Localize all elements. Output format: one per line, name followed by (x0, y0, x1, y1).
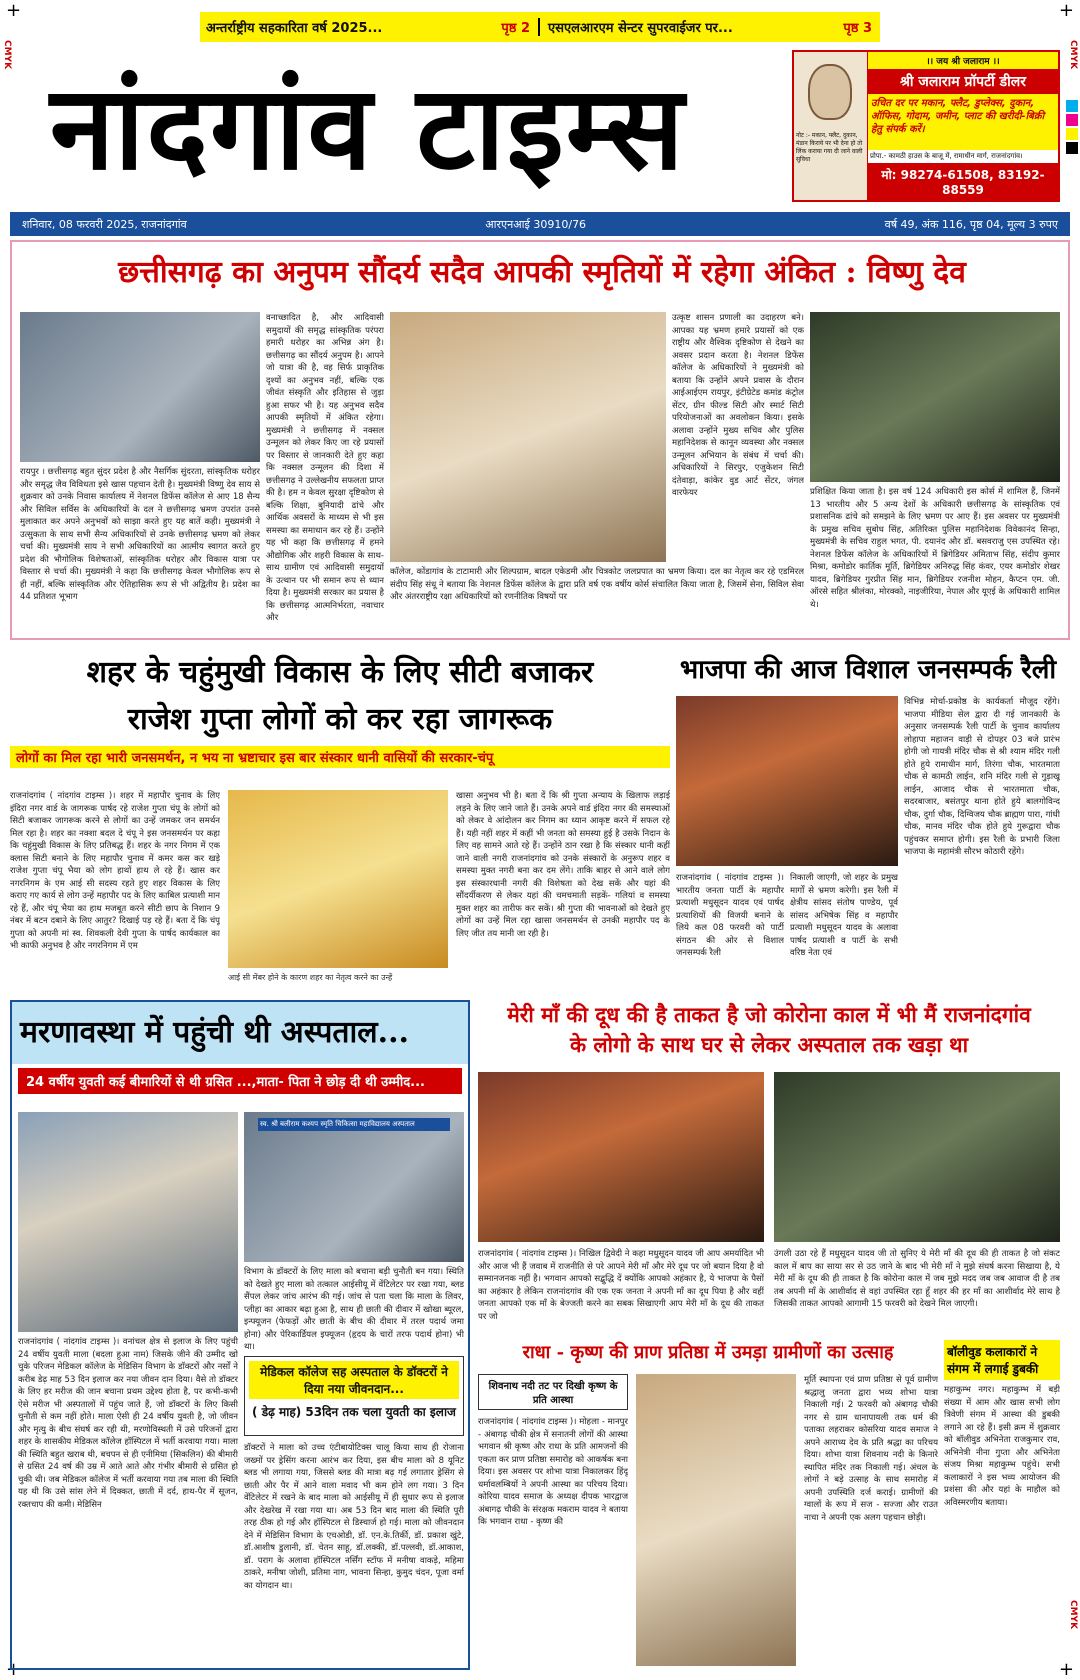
crop-mark: + (1058, 0, 1074, 21)
story-bollywood-headline[interactable]: बॉलीवुड कलाकारों ने संगम में लगाई डुबकी (944, 1340, 1060, 1380)
ad-phone[interactable]: मो: 98274-61508, 83192-88559 (868, 163, 1058, 200)
story-hospital-yellow2: ( डेढ़ माह) 53दिन तक चला युवती का इलाज (252, 1405, 456, 1419)
patient-photo (18, 1112, 238, 1332)
story-cm-col3: उत्कृष्ट शासन प्रणाली का उदाहरण बने। आपका यह भ्रमण हमारे प्रयासों को एक राष्ट्रीय और वैश्विक दृष्टिकोण से देखने का अवसर प्रदान करता है। नेशनल डिफेंस कॉलेज के अधिकारियों ने मुख्यमंत्री को बताया कि उन्होंने अपने प्रवास के दौरान आईआईएम रायपुर, इंटीग्रेटेड कमांड कंट्रोल सेंटर, ग्रीन फील्ड सिटी और स्मार्ट सिटी परियोजनाओं का अवलोकन किया। इसके अलावा उन्होंने मुख्य सचिव और पुलिस महानिदेशक से कानून व्यवस्था और नक्सल उन्मूलन अभियान के संबंध में चर्चा की। अधिकारियों ने सिरपुर, एजुकेशन सिटी दंतेवाड़ा, कांकेर वुड आर्ट सेंटर, जंगल वारफेयर (672, 313, 804, 498)
crop-mark: + (6, 0, 22, 21)
story-hospital-yellow (244, 1356, 464, 1436)
idol-photo (636, 1374, 796, 1666)
teaser-left-page: पृष्ठ 2 (501, 21, 530, 36)
crowd-photo (774, 1072, 1060, 1242)
story-mother-headline1[interactable]: मेरी माँ की दूध की है ताकत है जो कोरोना काल में भी मैं राजनांदगांव (507, 1002, 1031, 1027)
story-hospital-headline[interactable]: मरणावस्था में पहुंची थी अस्पताल... (20, 1015, 409, 1050)
ad-address: प्रोपा.- कामठी हाउस के बाजू में, रामाधीन मार्ग, राजनांदगांव। (868, 150, 1058, 163)
group-photo (810, 312, 1060, 482)
story-hospital-yellow1: मेडिकल कॉलेज सह अस्पताल के डॉक्टरों ने दिया नया जीवनदान... (249, 1361, 459, 1399)
story-bollywood-col1: महाकुम्भ नगर। महाकुम्भ में बड़ी संख्या में आम और खास सभी लोग त्रिवेणी संगम में आस्था की डुबकी लगाने आ रहे हैं। इसी क्रम में शुक्रवार को बॉलीवुड अभिनेता राजकुमार राव, अभिनेत्री नीना गुप्ता और अभिनेता संजय मिश्रा महाकुम्भ पहुंचे। सभी कलाकारों ने इस भव्य आयोजन की प्रशंसा की और यहां के माहौल को अविस्मरणीय बताया। (944, 1385, 1060, 1508)
story-gupta-col1: राजनांदगांव ( नांदगांव टाइम्स )। शहर में महापौर चुनाव के लिए इंदिरा नगर वार्ड के जागरूक पार्षद रहे राजेश गुप्ता चंपू के लोगों को सिटी बजाकर जागरूक करने से लोगों का उन्हें जमकर जन समर्थन मिल रहा है। शहर का नक्शा बदल दे चंपू ने इस जनसमर्थन पर कहा कि चहुंमुखी विकास के लिए प्रतिबद्ध हैं। शहर के नगर निगम में एक क्लास सिटी बनाने के लिए महापौर चुनाव में कमर कस कर खड़े राजेश गुप्ता चंपू भैया को लोग हाथों हाथ ले रहे हैं। खास कर नगरनिगम के एम आई सी सदस्य रहते हुए शहर विकास के लिए कराए गए कार्य से लोग उन्हें महापौर पद के लिए काबिल प्रत्याशी मान रहे हैं, और चंपू भैया का हाथ मजबूत करने सीटी छाप के निशान 9 नंबर में बटन दबाने के लिए आतुर? दिखाई पड़ रहे हैं। बता दें कि चंपू गुप्ता को अपनी मां स्व. शिवकली देवी गुप्ता के पार्षद कार्यकाल का भी काफी अनुभव है और नगरनिगम में एम (10, 791, 220, 951)
dateline (10, 212, 1070, 236)
crop-mark: + (6, 1659, 22, 1680)
crop-mark: + (1058, 1659, 1074, 1680)
story-bjp-col2: निकाली जाएगी, जो शहर के प्रमुख मार्गों से भ्रमण करेगी। इस रैली में क्षेत्रीय सांसद संतोष पाण्डेय, पूर्व सांसद अभिषेक सिंह व महापौर प्रत्याशी मधुसूदन यादव के अलावा पार्षद प्रत्याशी व पार्टी के सभी वरिष्ठ नेता एवं (790, 873, 898, 958)
color-swatch (1066, 142, 1078, 154)
story-cm-col2: वनाच्छादित है, और आदिवासी समुदायों की समृद्ध सांस्कृतिक परंपरा हमारी धरोहर का अभिन्न अंग है। छत्तीसगढ़ का सौंदर्य अनुपम है। आपने जो यात्रा की है, वह सिर्फ प्राकृतिक दृश्यों का अनुभव नहीं, बल्कि एक जीवंत संस्कृति और इतिहास से जुड़ा हुआ सफर भी है। यह अनुभव सदैव आपकी स्मृतियों में अंकित रहेगा। मुख्यमंत्री ने छत्तीसगढ़ में नक्सल उन्मूलन को लेकर किए जा रहे प्रयासों पर विस्तार से जानकारी देते हुए कहा कि नक्सल उन्मूलन की दिशा में छत्तीसगढ़ ने उल्लेखनीय सफलता प्राप्त की है। हम न केवल सुरक्षा दृष्टिकोण से बल्कि शिक्षा, बुनियादी ढांचे और आर्थिक अवसरों के माध्यम से भी इस समस्या का समाधान कर रहे हैं। उन्होंने यह भी कहा कि छत्तीसगढ़ में हमने औद्योगिक और शहरी विकास के साथ-साथ ग्रामीण एवं आदिवासी समुदायों के उत्थान पर भी समान रूप से ध्यान दिया है। मुख्यमंत्री सरकार का प्रयास है कि छत्तीसगढ़ आत्मनिर्भरता, नवाचार और (266, 313, 384, 623)
story-hospital-col2: विभाग के डॉक्टरों के लिए माला को बचाना बड़ी चुनौती बन गया। स्थिति को देखते हुए माला को तत्काल आईसीयू में वेंटिलेटर पर रखा गया, ब्लड सैंपल लेकर जांच आरंभ की गई। जांच से पता चला कि माला के लिवर, प्लीहा का आकार बढ़ा हुआ है, साथ ही छाती की दीवार में खोखा ब्यूरल, इन्फ्यूजन (फेफड़ों और छाती के बीच की दीवार में तरल पदार्थ जमा होना) और पेरिकार्डियल इफ्यूजन (हृदय के चारों तरफ पदार्थ होना) भी था। (244, 1267, 464, 1352)
hospital-sign: स्व. श्री बलीराम कश्यप स्मृति चिकित्सा महाविद्यालय अस्पताल (258, 1118, 450, 1131)
story-radha-headline[interactable]: राधा - कृष्ण की प्राण प्रतिष्ठा में उमड़ा ग्रामीणों का उत्साह (522, 1342, 894, 1363)
issue-info: वर्ष 49, अंक 116, पृष्ठ 04, मूल्य 3 रुपए (884, 217, 1058, 231)
story-radha-sub: शिवनाथ नदी तट पर दिखी कृष्ण के प्रति आस्था (478, 1374, 628, 1410)
story-gupta-subhead: लोगों का मिल रहा भारी जनसमर्थन, न भय ना भ्रष्टाचार इस बार संस्कार धानी वासियों की सरकार-चंपू (10, 746, 670, 768)
story-mother-headline2[interactable]: के लोगो के साथ घर से लेकर अस्पताल तक खड़ा था (569, 1032, 969, 1057)
story-bjp-rally (676, 650, 1060, 990)
issue-date: शनिवार, 08 फरवरी 2025, राजनांदगांव (22, 217, 187, 231)
story-gupta-col3: खासा अनुभव भी है। बता दें कि श्री गुप्ता अन्याय के खिलाफ लड़ाई लड़ने के लिए जाने जाते हैं। उनके अपने वार्ड इंदिरा नगर की समस्याओं को लेकर वे आंदोलन कर निगम का ध्यान आकृष्ट करने में सफल रहे हैं। यही नहीं शहर में कहीं भी जनता को समस्या हुई है उसके निदान के लिए वह सामने आते रहे हैं। उन्होंने ठान रखा है कि संस्कार धानी कहीं जाने वाली नगरी राजनांदगांव को उनके संस्कारों के अनुरूप शहर व समस्या मुक्त नगरी बना कर दम लेंगे। ताकि बाहर से आने वाले लोग इस संस्कारधानी नगरी की विशेषता को देख सकें और यहां की सौंदर्यीकरण से लेकर यहां की चमचमाती सड़कें- गलियां व समस्या मुक्त शहर का तारीफ कर सकें। श्री गुप्ता की भावनाओं को देखते हुए लोगों का उन्हें मिल रहा खासा जनसमर्थन से उनकी महापौर पद के लिए जीत तय मानी जा रही है। (456, 791, 670, 939)
teaser-right[interactable]: एसएलआरएम सेन्टर सुपरवाईजर पर... (538, 18, 843, 36)
bjp-candidate-photo (676, 696, 898, 866)
masthead-title: नांदगांव टाइम्स (50, 60, 686, 196)
story-bjp-headline[interactable]: भाजपा की आज विशाल जनसम्पर्क रैली (679, 655, 1057, 685)
property-ad[interactable] (792, 50, 1060, 202)
ad-photo-caption: नोट :- मकान, फ्लैट, दुकान, मंडान किराये पर भी देना हो तो लिंक कराया गया दी जाने वाली सुविधा (796, 132, 863, 163)
story-gupta-photo-caption: आई सी मेंबर होने के कारण शहर का नेतृत्व करने का उन्हें (228, 973, 393, 982)
ad-jai: ।। जय श्री जलाराम ।। (868, 52, 1058, 69)
story-bjp-col3: विभिन्न मोर्चा-प्रकोष्ठ के कार्यकर्ता मौजूद रहेंगे। भाजपा मीडिया सेल द्वारा दी गई जानकारी के अनुसार जनसम्पर्क रैली पार्टी के चुनाव कार्यालय लोहापा महाजन वाड़ी से दोपहर 03 बजे प्रारंभ होगी जो गायत्री मंदिर चौक से श्री श्याम मंदिर गली होते हुये रामाधीन मार्ग, तिरंगा चौक, भारतमाता चौक से कामठी लाईन, शनि मंदिर गली से गुड़ाखू लाईन, आजाद चौक से भारतमाता चौक, सदरबाजार, बसंतपुर थाना होते हुये बालगोविन्द चौक, दुर्गा चौक, दिग्विजय चौक ब्राह्मण पारा, गांधी चौक, मानव मंदिर चौक होते हुये गुरूद्वारा चौक पहुंचकर समाप्त होगी। इस रैली के प्रभारी जिला भाजपा के महामंत्री सौरभ कोठारी रहेंगे। (904, 697, 1060, 857)
story-bollywood (944, 1340, 1060, 1670)
story-gupta (10, 650, 670, 990)
hospital-building-photo (244, 1112, 464, 1262)
color-swatch (1066, 128, 1078, 140)
story-bjp-col1: राजनांदगांव ( नांदगांव टाइम्स )। भारतीय जनता पार्टी के महापौर प्रत्याशी मधुसूदन यादव एवं पार्षद प्रत्याशियों की विजयी बनाने के लिये कल 08 फरवरी को पार्टी संगठन की ओर से विशाल जनसम्पर्क रैली (676, 873, 784, 958)
story-cm-col4: प्रशिक्षित किया जाता है। इस वर्ष 124 अधिकारी इस कोर्स में शामिल हैं, जिनमें 13 भारतीय और 5 अन्य देशों के अधिकारी छत्तीसगढ़ के सांस्कृतिक एवं प्रशासनिक ढांचे को समझने के लिए भ्रमण पर आए हैं। इस अवसर पर मुख्यमंत्री के प्रमुख सचिव सुबोध सिंह, अतिरिक्त पुलिस महानिदेशक विवेकानंद सिन्हा, मुख्यमंत्री के सचिव राहुल भगत, पी. दयानंद और डॉ. बसवराजु एस उपस्थित रहे। नेशनल डिफेंस कॉलेज के अधिकारियों में ब्रिगेडियर अमिताभ सिंह, संदीप कुमार मिश्रा, कमोडोर कार्तिक मूर्ति, ब्रिगेडियर अनिरुद्ध सिंह कंवर, एयर कमोडोर शेखर यादव, ब्रिगेडियर गुरप्रीत सिंह मान, ब्रिगेडियर रजनीश मोहन, कैप्टन एम. जी. ऑरसे सहित श्रीलंका, मोरक्को, नाइजीरिया, नेपाल और यूएई के अधिकारी शामिल थे। (810, 487, 1060, 610)
ad-desc: उचित दर पर मकान, फ्लैट, डुप्लेक्स, दुकान, ऑफिस, गोदाम, जमीन, प्लाट की खरीदी-बिक्री हेतु संपर्क करें। (868, 94, 1058, 150)
handshake-photo (390, 312, 666, 562)
teaser-left[interactable]: अन्तर्राष्ट्रीय सहकारिता वर्ष 2025... (206, 21, 383, 36)
meeting-photo (20, 312, 260, 462)
story-radha-col2: मूर्ति स्थापना एवं प्राण प्रतिष्ठा से पूर्व ग्रामीण श्रद्धालु जनता द्वारा भव्य शोभा यात्रा निकाली गई। 2 फरवरी को अंबागढ़ चौकी नगर से ग्राम धानापायली तक धर्म की पताका लहराकर कोसरिया यादव समाज ने अपने आराध्य देव के प्रति श्रद्धा का परिचय दिया। शोभा यात्रा शिवनाथ नदी के किनारे स्थापित मंदिर तक निकाली गई। अंचल के लोगों ने बड़े उत्साह के साथ समारोह में अपनी उपस्थिति दर्ज कराई। ग्रामीणों की ग्वालों के रूप में सज - सज्जा और राउत नाचा ने अपनी एक अलग पहचान छोड़ी। (804, 1375, 938, 1523)
teaser-right-page: पृष्ठ 3 (843, 21, 872, 36)
cmyk-mark: CMYK (2, 40, 12, 70)
color-swatch (1066, 114, 1078, 126)
story-hospital-col2b: डॉक्टरों ने माला को उच्च एंटीबायोटिक्स चालू किया साथ ही रोजाना जख्मों पर ड्रेसिंग करना आरंभ कर दिया, इस बीच माला को 8 यूनिट ब्लड भी लगाया गया, जिससे ब्लड की मात्रा बढ़ गई लगातार ड्रेसिंग से छाती और पैर में आने वाला मवाद भी कम होने लग गया। 3 दिन वेंटिलेटर में रखने के बाद माला को आईसीयू में ही सुधार रूप से इलाज और देखरेख में रखा गया था। अब 53 दिन बाद माला की स्थिति पूरी तरह ठीक हो गई और हॉस्पिटल से डिस्चार्ज हो गई। माला को जीवनदान देने में मेडिसिन विभाग के एचओडी, डॉ. एन.के.तिर्की, डॉ. प्रकाश खुंटे, डॉ.आशीष डुलानी, डॉ. चेतन साहू, डॉ.लक्की, डॉ.पल्लवी, डॉ.आकाश, डॉ. पराग के अलावा हॉस्पिटल नर्सिंग स्टॉफ में मनीषा वाकड़े, महिमा ठाकरे, मनीषा जोशी, प्रतिमा नाग, भावना सिन्हा, कुमुद चंदन, पूजा वर्मा का योगदान था। (244, 1443, 464, 1591)
story-mother-col2: उंगली उठा रहे हैं मधुसूदन यादव जी तो सुनिए ये मेरी माँ की दूध की ही ताकत है जो संकट काल में बाप का साया सर से उठ जाने के बाद भी मेरी माँ ने मुझे संघर्ष करना सिखाया है, ये मेरी माँ के दूध की ही ताकत है कि कोरोना काल में जब मुझे मदद जब जब आवाज दी है तब तब अपनी माँ के आशीर्वाद से वहां उपस्थित रहा हूँ शहर की हर माँ का आशीर्वाद मेरे साथ है जिसकी ताकत आपको आगामी 15 फरवरी को देखने मिल जाएगी। (774, 1249, 1060, 1309)
cmyk-mark: CMYK (1068, 1600, 1078, 1630)
story-cm-headline[interactable]: छत्तीसगढ़ का अनुपम सौंदर्य सदैव आपकी स्मृतियों में रहेगा अंकित : विष्णु देव (118, 255, 966, 290)
story-hospital-redbar: 24 वर्षीय युवती कई बीमारियों से थी ग्रसित ...,माता- पिता ने छोड़ दी थी उम्मीद... (18, 1068, 462, 1094)
story-gupta-headline2[interactable]: राजेश गुप्ता लोगों को कर रहा जागरूक (127, 702, 553, 737)
story-gupta-headline1[interactable]: शहर के चहुंमुखी विकास के लिए सीटी बजाकर (86, 655, 594, 690)
cmyk-mark: CMYK (1068, 40, 1078, 70)
story-mother-col1: राजनांदगांव ( नांदगांव टाइम्स )। निखिल द्विवेदी ने कहा मधुसूदन यादव जी आप अमर्यादित भी और आज भी हैं जवाब में राजनीति से परे आपने मेरी माँ और मेरे दूध पर जो बयान दिया है वो सम्मानजनक नहीं है। भगवान आपको सद्बुद्धि दें क्योंकि आपको अहंकार है, ये भाजपा के पैसों का अहंकार है लेकिन राजनांदगांव की एक एक जनता ने अपनी माँ का दूध पिया है और वहीं जनता आपको एक माँ के बेज्जती करने का सबक सिखाएगी आप मेरी माँ के दूध की ताकत पर जो (478, 1249, 764, 1322)
rally-photo (478, 1072, 764, 1242)
color-swatch (1066, 100, 1078, 112)
story-mother (478, 1000, 1060, 1330)
story-cm-box (10, 240, 1070, 640)
story-cm-col1: रायपुर । छत्तीसगढ़ बहुत सुंदर प्रदेश है और नैसर्गिक सुंदरता, सांस्कृतिक धरोहर और समृद्ध जैव विविधता इसे खास पहचान देती है। मुख्यमंत्री विष्णु देव साय से शुक्रवार को उनके निवास कार्यालय में नेशनल डिफेंस कॉलेज से आए 18 सैन्य और सिविल सर्विस के अधिकारियों के दल ने छत्तीसगढ़ भ्रमण उपरांत उनसे मुलाकात कर अपने अनुभवों को साझा करते हुए यह बातें कही। मुख्यमंत्री ने उत्सुकता के साथ सभी सैन्य अधिकारियों से उनके छत्तीसगढ़ भ्रमण को लेकर चर्चा की। मुख्यमंत्री साय ने सभी अधिकारियों का आत्मीय स्वागत करते हुए प्रदेश की भौगोलिक विशेषताओं, सांस्कृतिक धरोहर और विकास यात्रा पर विस्तार से चर्चा की। मुख्यमंत्री ने कहा कि छत्तीसगढ़ केवल भौगोलिक रूप से ही नहीं, बल्कि सांस्कृतिक और ऐतिहासिक रूप से भी अद्वितीय है। प्रदेश का 44 प्रतिशत भूभाग (20, 467, 260, 602)
story-radha-krishna (478, 1340, 938, 1670)
ad-name: श्री जलाराम प्रॉपर्टी डीलर (868, 69, 1058, 94)
rni-number: आरएनआई 30910/76 (485, 217, 587, 231)
candidate-photo (228, 790, 448, 968)
story-hospital-col1: राजनांदगांव ( नांदगांव टाइम्स )। वनांचल क्षेत्र से इलाज के लिए पहुंची 24 वर्षीय युवती माला (बदला हुआ नाम) जिसके जीने की उम्मीद खो चुके परिजन मेडिकल कॉलेज के मेडिसिन विभाग के डॉक्टरों और नर्सों ने करीब डेढ़ माह 53 दिन इलाज कर नया जीवन दान दिया। वैसे तो डॉक्टर के लिए हर मरीज की जान बचाना प्रथम उद्देश्य होता है, पर कभी-कभी ऐसे मरीज भी अस्पतालों में पहुंच जाते हैं, जो डॉक्टरों के लिए किसी चुनौती से कम नहीं होते। माला ऐसी ही 24 वर्षीय युवती है, जो जीवन और मृत्यु के बीच संघर्ष कर रही थी, मरणोविस्थती में उसे परिजनों द्वारा शहर के शासकीय मेडिकल कॉलेज हॉस्पिटल में भर्ती करवाया गया। माला की स्थिति बहुत खराब थी, बचपन से ही एनीमिया (सिकलिन) की बीमारी से ग्रसित 24 वर्ष की उम्र में आते आते और गंभीर बीमारी से ग्रसित हो चुकी थी। जब मेडिकल कॉलेज में भर्ती करवाया गया तब माला की स्थिति यह थी कि उसे सांस लेने में दिक्कत, छाती में दर्द, हाथ-पैर में सूजन, रक्तचाप की कमी। मेडिसिन (18, 1337, 238, 1510)
portrait-image (808, 64, 852, 120)
ad-photo (794, 52, 868, 200)
story-hospital-box (10, 1000, 470, 1670)
story-cm-col3b: कॉलेज, कोंडागांव के टाटामारी और शिल्पग्राम, बादल एकेडमी और चित्रकोट जलप्रपात का भ्रमण किया। दल का नेतृत्व कर रहे एडमिरल संदीप सिंह संधू ने बताया कि नेशनल डिफेंस कॉलेज के द्वारा प्रति वर्ष एक वर्षीय कोर्स संचालित किया जाता है, जिसमें सेना, सिविल सेवा और अंतरराष्ट्रीय रक्षा अधिकारियों को रणनीतिक विषयों पर (390, 567, 804, 602)
story-radha-col1: राजनांदगांव ( नांदगांव टाइम्स )। मोहला - मानपुर - अंबागढ़ चौकी क्षेत्र में सनातनी लोगों की आस्था भगवान श्री कृष्ण और राधा के प्रति आमजनों की एकता कर प्राण प्रतिष्ठा समारोह को आकर्षक बना दिया। इस अवसर पर शोभा यात्रा निकालकर हिंदू धर्मावलम्बियों ने अपनी आस्था का परिचय दिया। कोरिया यादव समाज के अध्यक्ष दीपक भारद्वाज अंबागढ़ चौकी के संरक्षक मकराम यादव ने बताया कि भगवान राधा - कृष्ण की (478, 1417, 628, 1527)
teaser-bar (200, 12, 880, 42)
